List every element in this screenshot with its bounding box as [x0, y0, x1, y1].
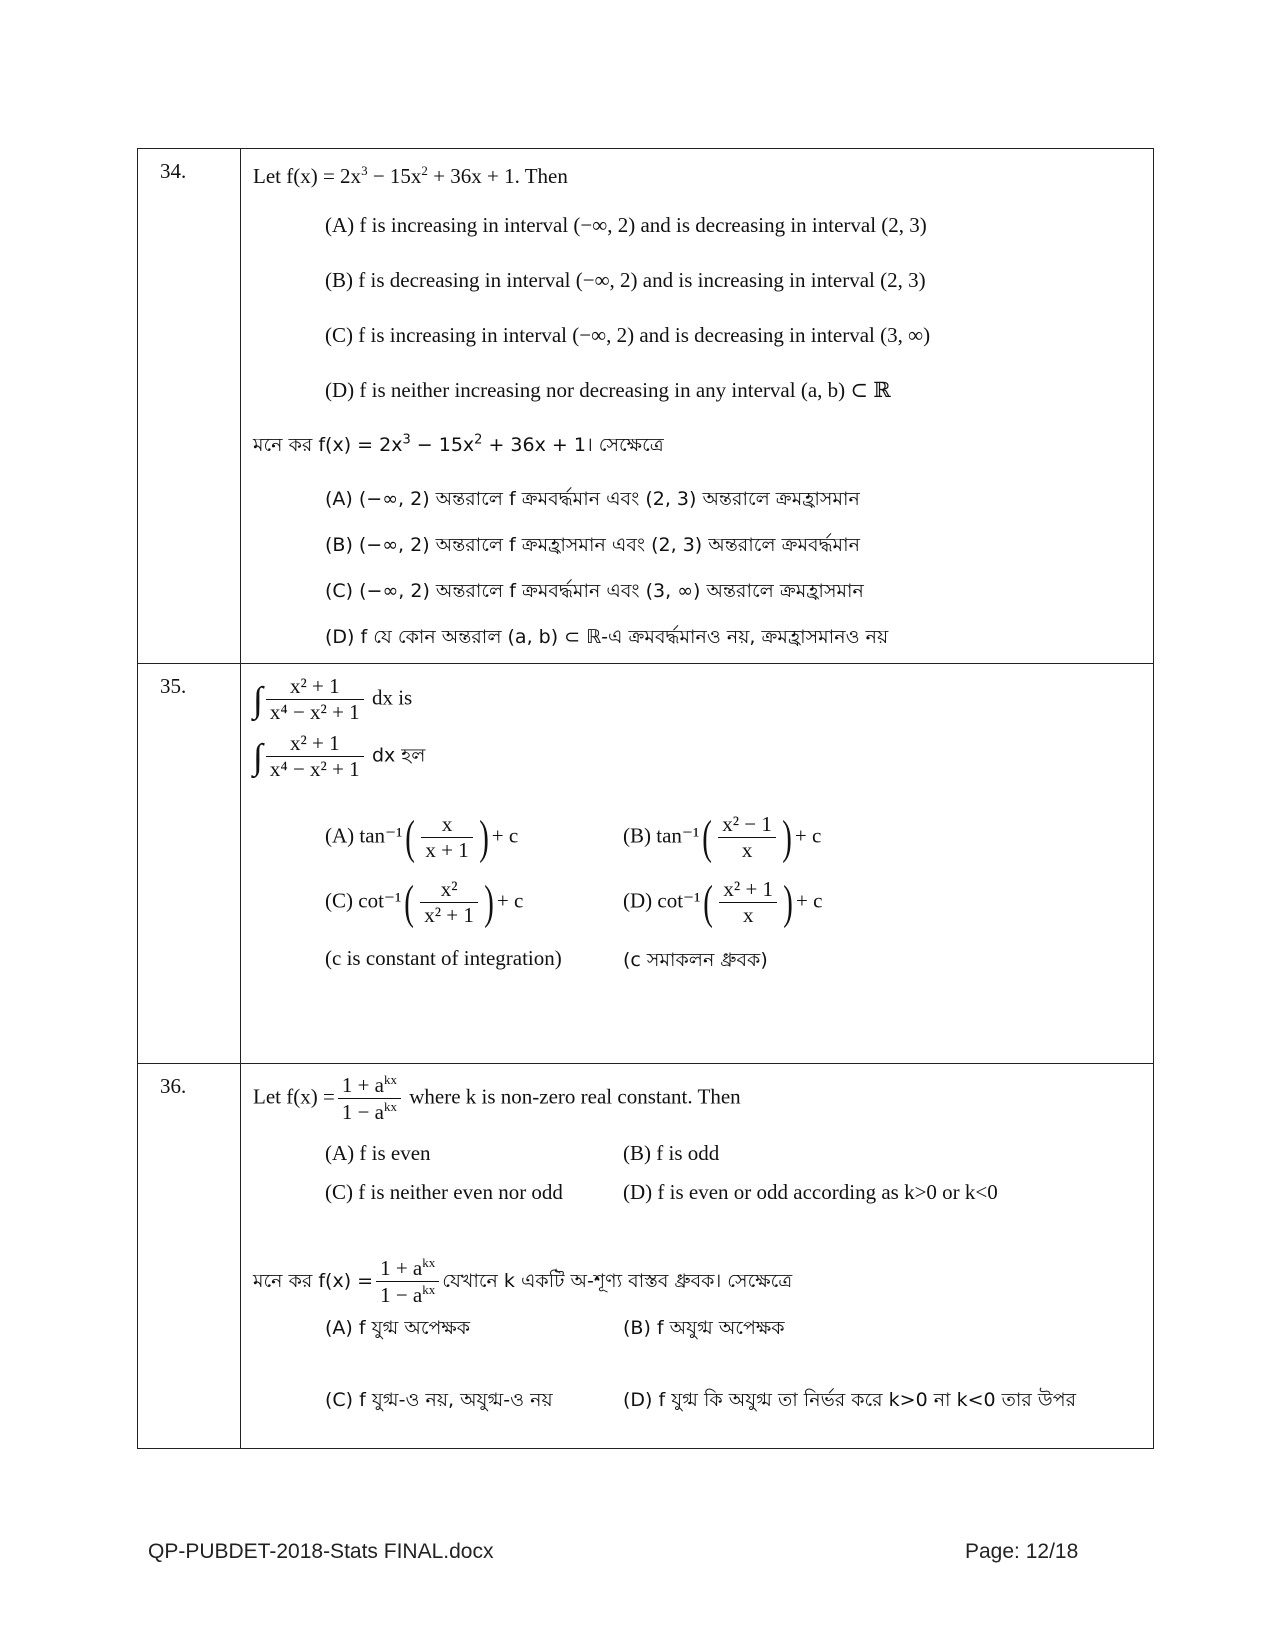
option-c: (C) f is neither even nor odd	[325, 1180, 563, 1204]
option-a: (A) f is increasing in interval (−∞, 2) and is decreasing in interval (2, 3)	[325, 213, 927, 237]
option-a-bengali: (A) (−∞, 2) অন্তরালে f ক্রমবর্দ্ধমান এবং (2, 3) অন্তরালে ক্রমহ্রাসমান	[325, 488, 860, 510]
option-d: (D) f is even or odd according as k>0 or k<0	[623, 1180, 998, 1204]
option-b-bengali: (B) f অযুগ্ম অপেক্ষক	[623, 1317, 785, 1339]
question-number: 36.	[138, 1064, 241, 1449]
footer-filename: QP-PUBDET-2018-Stats FINAL.docx	[148, 1540, 494, 1563]
question-number: 35.	[138, 664, 241, 1064]
question-row-34	[138, 149, 1154, 664]
option-d-bengali: (D) f যুগ্ম কি অযুগ্ম তা নির্ভর করে k>0 না k<0 তার উপর	[623, 1389, 1077, 1411]
option-d-bengali: (D) f যে কোন অন্তরাল (a, b) ⊂ ℝ-এ ক্রমবর্দ্ধমানও নয়, ক্রমহ্রাসমানও নয়	[325, 626, 889, 648]
option-c-bengali: (C) f যুগ্ম-ও নয়, অযুগ্ম-ও নয়	[325, 1389, 553, 1411]
option-c: (C) f is increasing in interval (−∞, 2) and is decreasing in interval (3, ∞)	[325, 323, 931, 347]
option-c: (C) cot⁻¹( $\frac{\text{x²}}{\text{x² + 1}}$ ) + c	[325, 876, 524, 929]
question-body	[241, 149, 1154, 664]
option-b: (B) f is decreasing in interval (−∞, 2) and is increasing in interval (2, 3)	[325, 268, 926, 292]
question-number: 34.	[138, 149, 241, 664]
option-b: (B) f is odd	[623, 1141, 720, 1165]
question-body	[241, 664, 1154, 1064]
question-stem: Let f(x) = $\frac{1 + a^{kx}}{1 - a^{kx}}$ where k is non-zero real constant. Then	[253, 1072, 741, 1124]
question-stem-bengali: মনে কর f(x) = $\frac{1 + a^{kx}}{1 - a^{kx}}$ যেখানে k একটি অ-শূণ্য বাস্তব ধ্রুবক। সেক্ষেত্রে	[253, 1255, 793, 1307]
integral-expression: ∫ $\frac{\text{x² + 1}}{\text{x⁴ − x² + 1}}$ dx is	[253, 674, 413, 724]
option-d: (D) cot⁻¹( $\frac{\text{x² + 1}}{x}$ ) + c	[623, 876, 823, 929]
question-stem-bengali: মনে কর $f(x) = 2x^3 - 15x^2 + 36x$ + 1। সেক্ষেত্রে	[253, 432, 664, 456]
question-body	[241, 1064, 1154, 1449]
integration-constant-note-bengali: (c সমাকলন ধ্রুবক)	[623, 949, 768, 971]
option-c-bengali: (C) (−∞, 2) অন্তরালে f ক্রমবর্দ্ধমান এবং (3, ∞) অন্তরালে ক্রমহ্রাসমান	[325, 580, 864, 602]
integration-constant-note: (c is constant of integration)	[325, 946, 562, 970]
option-a-bengali: (A) f যুগ্ম অপেক্ষক	[325, 1317, 471, 1339]
option-d: (D) f is neither increasing nor decreasing in any interval (a, b) ⊂ ℝ	[325, 378, 891, 402]
question-table	[137, 148, 1154, 1449]
integral-expression-bengali: ∫ $\frac{\text{x² + 1}}{\text{x⁴ − x² + 1}}$ dx হল	[253, 731, 426, 781]
option-a: (A) tan⁻¹( $\frac{x}{x + 1}$ ) + c	[325, 811, 519, 864]
question-row-36	[138, 1064, 1154, 1449]
question-row-35	[138, 664, 1154, 1064]
option-b: (B) tan⁻¹( $\frac{\text{x² − 1}}{x}$ ) + c	[623, 811, 822, 864]
footer-page-number: Page: 12/18	[965, 1540, 1079, 1563]
integrand-fraction: $\frac{\text{x² + 1}}{\text{x⁴ − x² + 1}}$	[266, 674, 364, 725]
option-b-bengali: (B) (−∞, 2) অন্তরালে f ক্রমহ্রাসমান এবং (2, 3) অন্তরালে ক্রমবর্দ্ধমান	[325, 534, 860, 556]
option-a: (A) f is even	[325, 1141, 431, 1165]
question-stem: Let $f(x) = 2x^3 - 15x^2 + 36x + 1$. Then	[253, 163, 568, 188]
